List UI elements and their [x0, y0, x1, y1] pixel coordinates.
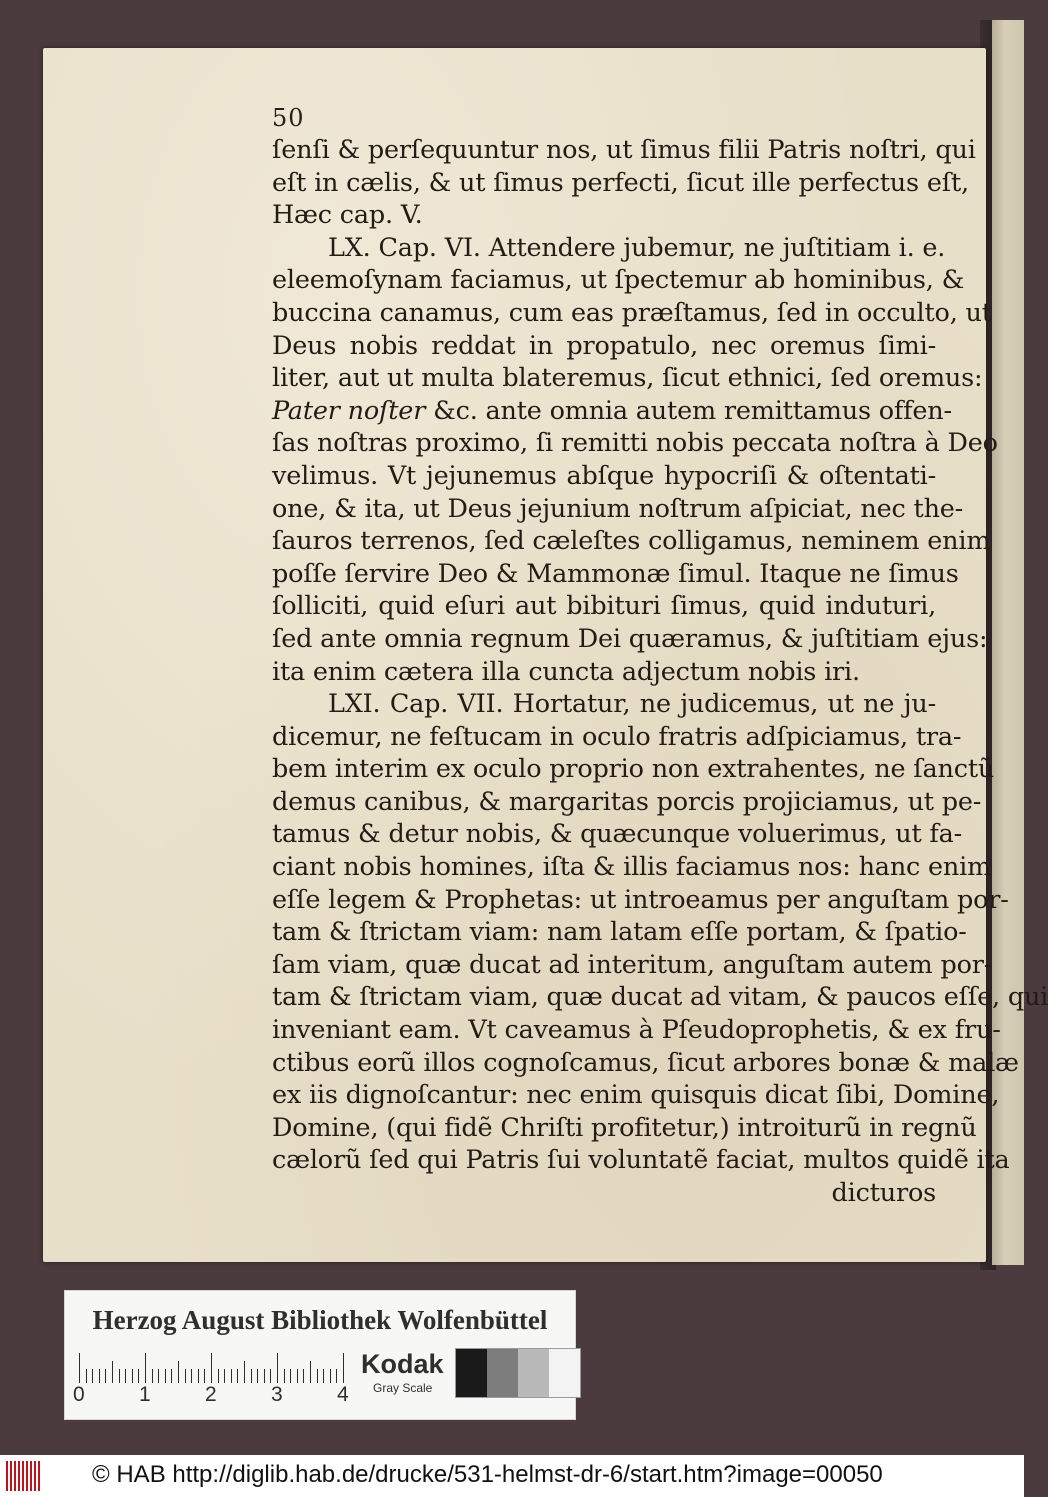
ruler-tick [171, 1369, 172, 1383]
text-line [272, 232, 946, 265]
text-line [272, 167, 969, 200]
text-line [272, 884, 1009, 917]
ruler-tick [152, 1369, 153, 1383]
ruler-tick [92, 1369, 93, 1383]
line-text: dicemur, ne feſtucam in oculo fratris adſpiciamus, tra- [272, 721, 962, 752]
kodak-subtitle: Gray Scale [373, 1381, 433, 1395]
ruler-tick [277, 1353, 278, 1383]
page-number: 50 [272, 104, 305, 132]
gray-scale-swatches [455, 1348, 581, 1398]
line-text: ſam viam, quæ ducat ad interitum, anguſtam autem por- [272, 949, 993, 980]
line-text: ita enim cætera illa cuncta adjectum nobis iri. [272, 656, 860, 687]
line-text: Deus nobis reddat in propatulo, nec oremus ſimi- [272, 330, 936, 361]
ruler-tick [244, 1361, 245, 1383]
text-line [272, 493, 964, 526]
barcode-icon [6, 1461, 42, 1491]
ruler-tick [323, 1369, 324, 1383]
ruler-tick [251, 1369, 252, 1383]
text-line [272, 590, 936, 623]
line-text: one, & ita, ut Deus jejunium noſtrum aſpiciat, nec the- [272, 493, 964, 524]
text-line [272, 1014, 1001, 1047]
line-text: tam & ſtrictam viam, quæ ducat ad vitam, & paucos eſſe, qui [272, 982, 1048, 1013]
line-text: dicturos [831, 1178, 936, 1208]
line-text: demus canibus, & margaritas porcis projiciamus, ut pe- [272, 786, 982, 817]
ruler-tick [165, 1369, 166, 1383]
ruler-tick [86, 1369, 87, 1383]
ruler-number: 2 [205, 1383, 217, 1406]
text-line [272, 916, 967, 949]
line-text: ſolliciti, quid eſuri aut bibituri ſimus, quid induturi, [272, 591, 936, 622]
line-text: liter, aut ut multa blateremus, ſicut ethnici, ſed oremus: [272, 363, 983, 394]
gray-swatch [456, 1349, 487, 1397]
ruler-tick [178, 1361, 179, 1383]
line-text: cælorũ ſed qui Patris ſui voluntatẽ faciat, multos quidẽ ita [272, 1145, 1010, 1176]
ruler-tick [132, 1369, 133, 1383]
line-text: ſenſi & perſequuntur nos, ut ſimus filii Patris noſtri, qui [272, 135, 976, 165]
ruler-tick [303, 1369, 304, 1383]
ruler-tick [330, 1369, 331, 1383]
text-line [272, 395, 952, 428]
ruler-tick [290, 1369, 291, 1383]
library-name: Herzog August Bibliothek Wolfenbüttel [92, 1305, 548, 1335]
text-line [272, 134, 976, 167]
ruler-tick [198, 1369, 199, 1383]
text-line [272, 818, 963, 851]
line-text: LX. Cap. VI. Attendere jubemur, ne juſtitiam i. e. [328, 232, 946, 263]
text-line [272, 1112, 977, 1145]
ruler-tick [204, 1369, 205, 1383]
line-text: velimus. Vt jejunemus abſque hypocriſi & oſtentati- [272, 460, 936, 491]
ruler-tick [224, 1369, 225, 1383]
text-line [272, 753, 995, 786]
ruler-tick [119, 1369, 120, 1383]
ruler-tick [336, 1369, 337, 1383]
text-line [272, 851, 992, 884]
ruler-number: 3 [271, 1383, 283, 1406]
ruler-tick [297, 1369, 298, 1383]
text-line [272, 330, 936, 363]
ruler-tick [237, 1369, 238, 1383]
ruler-tick [231, 1369, 232, 1383]
text-line [272, 721, 962, 754]
italic-text: Pater noſter [272, 395, 426, 426]
ruler-tick [343, 1353, 344, 1383]
line-text: Domine, (qui fidẽ Chriſti profitetur,) introiturũ in regnũ [272, 1112, 977, 1143]
line-text: buccina canamus, cum eas præſtamus, ſed in occulto, ut [272, 297, 992, 328]
line-text: ſauros terrenos, ſed cæleſtes colligamus, neminem enim [272, 526, 991, 557]
text-line [272, 786, 982, 819]
adjacent-page-edge [992, 20, 1024, 1265]
text-line [272, 688, 936, 721]
text-line [272, 264, 965, 297]
line-text: Hæc cap. V. [272, 200, 423, 231]
ruler-tick [191, 1369, 192, 1383]
text-line [272, 1047, 1019, 1080]
text-line [272, 623, 988, 656]
gray-swatch [518, 1349, 549, 1397]
ruler-number: 4 [337, 1383, 349, 1406]
line-text: ex iis dignoſcantur: nec enim quisquis dicat ſibi, Domine, [272, 1080, 1000, 1111]
ruler-tick [264, 1369, 265, 1383]
ruler-tick [79, 1353, 80, 1383]
line-text: tamus & detur nobis, & quæcunque voluerimus, ut fa- [272, 819, 963, 850]
line-text: eleemoſynam faciamus, ut ſpectemur ab hominibus, & [272, 265, 965, 296]
text-line [272, 1079, 1000, 1112]
text-line [272, 558, 959, 591]
text-line [272, 460, 936, 493]
line-text: tam & ſtrictam viam: nam latam eſſe portam, & ſpatio- [272, 917, 967, 948]
line-text: ctibus eorũ illos cognoſcamus, ſicut arbores bonæ & malæ [272, 1047, 1019, 1078]
ruler-tick [310, 1361, 311, 1383]
ruler-tick [211, 1353, 212, 1383]
gray-swatch [549, 1349, 580, 1397]
line-text: bem interim ex oculo proprio non extrahentes, ne ſanctũ [272, 754, 995, 785]
line-text: ciant nobis homines, iſta & illis faciamus nos: hanc enim [272, 852, 992, 883]
ruler-number: 0 [73, 1383, 85, 1406]
page-text [272, 134, 1048, 1210]
ruler-tick [158, 1369, 159, 1383]
ruler-tick [270, 1369, 271, 1383]
footer-bar [0, 1455, 1024, 1497]
gray-swatch [487, 1349, 518, 1397]
line-text: inveniant eam. Vt caveamus à Pſeudoprophetis, & ex fru- [272, 1015, 1001, 1046]
line-text: ſas noſtras proximo, ſi remitti nobis peccata noſtra à Deo [272, 428, 998, 459]
ruler-tick [185, 1369, 186, 1383]
text-line [272, 362, 983, 395]
line-text: &c. ante omnia autem remittamus offen- [425, 395, 952, 426]
ruler-tick [145, 1353, 146, 1383]
ruler-tick [125, 1369, 126, 1383]
ruler-tick [99, 1369, 100, 1383]
scale-ruler [79, 1353, 349, 1383]
text-line [272, 1177, 936, 1210]
line-text: eſt in cælis, & ut ſimus perfecti, ſicut ille perfectus eſt, [272, 167, 969, 198]
ruler-tick [112, 1361, 113, 1383]
ruler-number: 1 [139, 1383, 151, 1406]
text-line [272, 949, 993, 982]
ruler-tick [105, 1369, 106, 1383]
text-line [272, 525, 991, 558]
text-line [272, 297, 992, 330]
ruler-tick [218, 1369, 219, 1383]
text-line [272, 427, 998, 460]
copyright-link[interactable]: © HAB http://diglib.hab.de/drucke/531-helmst-dr-6/start.htm?image=00050 [92, 1461, 883, 1488]
line-text: ſed ante omnia regnum Dei quæramus, & juſtitiam ejus: [272, 623, 988, 654]
line-text: LXI. Cap. VII. Hortatur, ne judicemus, ut ne ju- [328, 689, 936, 720]
text-line [272, 1144, 1010, 1177]
ruler-tick [257, 1369, 258, 1383]
calibration-card [64, 1290, 576, 1420]
ruler-labels [73, 1383, 373, 1409]
line-text: poſſe ſervire Deo & Mammonæ ſimul. Itaque ne ſimus [272, 558, 959, 589]
kodak-logo: Kodak [361, 1349, 444, 1379]
text-line [272, 199, 936, 232]
ruler-tick [317, 1369, 318, 1383]
ruler-tick [138, 1369, 139, 1383]
text-line [272, 656, 936, 689]
text-line [272, 981, 1048, 1014]
line-text: eſſe legem & Prophetas: ut introeamus per anguſtam por- [272, 884, 1009, 915]
ruler-tick [284, 1369, 285, 1383]
